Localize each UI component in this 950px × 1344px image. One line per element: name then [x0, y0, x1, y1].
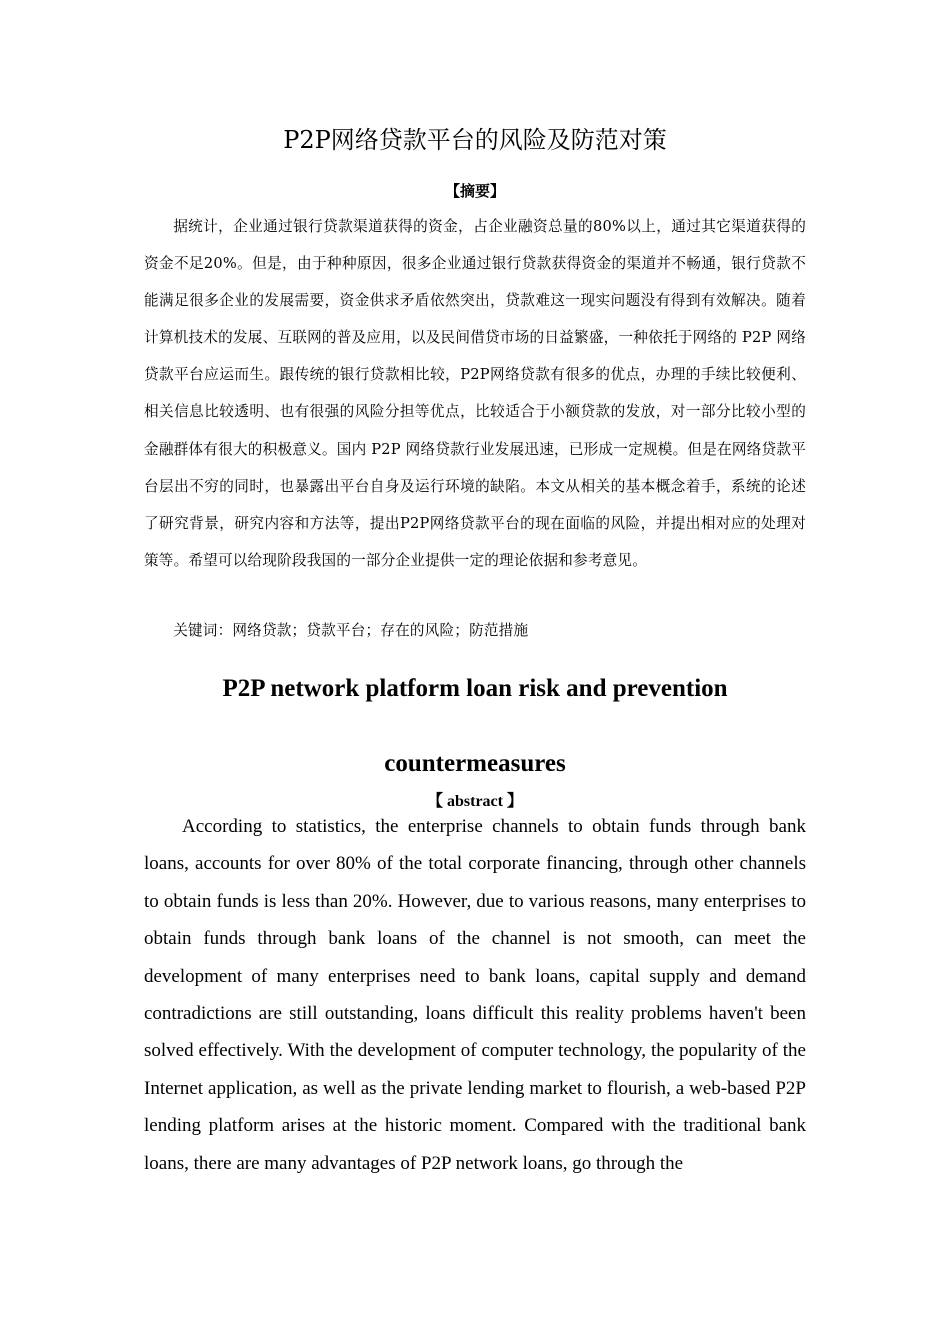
chinese-abstract-heading: 【摘要】: [444, 182, 505, 200]
english-abstract-heading: 【 abstract 】: [427, 793, 523, 810]
english-title: P2P network platform loan risk and prevention countermeasures: [222, 675, 728, 777]
english-abstract-body: According to statistics, the enterprise channels to obtain funds through bank loans, accounts for over 80% of the total corporate financing, through other channels to obtain funds is less than 20%. However, due to various reasons, many enterprises to obtain funds through bank loans of the channel is not smooth, can meet the development of many enterprises need to bank loans, capital supply and demand contradictions are still outstanding, loans difficult this reality problems haven't been solved effectively. With the development of computer technology, the popularity of the Internet application, as well as the private lending market to flourish, a web-based P2P lending platform arises at the historic moment. Compared with the traditional bank loans, there are many advantages of P2P network loans, go through the: [144, 816, 806, 1174]
chinese-keywords: 关键词：网络贷款；贷款平台；存在的风险；防范措施: [173, 622, 529, 639]
chinese-abstract-body: 据统计，企业通过银行贷款渠道获得的资金，占企业融资总量的80%以上，通过其它渠道获得的资金不足20%。但是，由于种种原因，很多企业通过银行贷款获得资金的渠道并不畅通，银行贷款不能满足很多企业的发展需要，资金供求矛盾依然突出，贷款难这一现实问题没有得到有效解决。随着计算机技术的发展、互联网的普及应用，以及民间借贷市场的日益繁盛，一种依托于网络的 P2P 网络贷款平台应运而生。跟传统的银行贷款相比较，P2P网络贷款有很多的优点，办理的手续比较便利、相关信息比较透明、也有很强的风险分担等优点，比较适合于小额贷款的发放，对一部分比较小型的金融群体有很大的积极意义。国内 P2P 网络贷款行业发展迅速，已形成一定规模。但是在网络贷款平台层出不穷的同时，也暴露出平台自身及运行环境的缺陷。本文从相关的基本概念着手，系统的论述了研究背景，研究内容和方法等，提出P2P网络贷款平台的现在面临的风险，并提出相对应的处理对策等。希望可以给现阶段我国的一部分企业提供一定的理论依据和参考意见。: [144, 218, 806, 569]
chinese-title: P2P网络贷款平台的风险及防范对策: [283, 126, 667, 154]
